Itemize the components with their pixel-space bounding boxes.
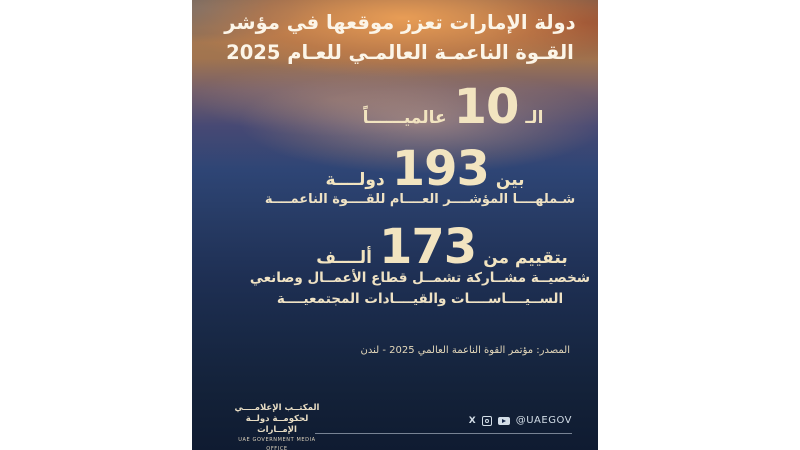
stat-global-rank: [250, 79, 598, 135]
logo-arabic-line1: المكتــب الإعلامــــي: [234, 403, 320, 413]
source-attribution: المصدر: مؤتمر القوة الناعمة العالمي 2025 - لندن: [360, 345, 570, 356]
respondents-suffix: ألــــف: [316, 248, 372, 268]
uae-government-media-office-logo: [232, 403, 322, 450]
poster-title-line2: القـوة الناعمـة العالمـي للعـام 2025: [226, 41, 574, 64]
stat-countries-subtext: شـملهــــا المؤشــــر العــــام للقــــوة الناعمــــة: [264, 192, 576, 207]
logo-english-line: UAE GOVERNMENT MEDIA OFFICE: [238, 437, 316, 450]
stat-respondents-subtext-1: شخصيــة مشــاركة تشمــل قطاع الأعمــال وصانعي: [249, 270, 591, 286]
rank-number: 10: [453, 79, 519, 135]
x-icon[interactable]: X: [468, 415, 476, 426]
stat-countries: [222, 141, 598, 197]
poster-title-line1: دولة الإمارات تعزز موقعها في مؤشر: [224, 11, 576, 34]
social-handle[interactable]: @UAEGOV: [515, 415, 572, 426]
poster-title: [197, 8, 598, 68]
stat-respondents-subtext-2: الســيــــاســــات والقيــــادات المجتمعيــــة: [276, 291, 564, 307]
countries-prefix: بين: [495, 170, 525, 190]
respondents-number: 173: [379, 219, 477, 275]
social-media-bar: [469, 415, 572, 426]
countries-suffix: دولــــة: [325, 170, 385, 190]
logo-arabic-line2: لحكومــة دولــة الإمــارات: [245, 414, 309, 435]
countries-number: 193: [391, 141, 489, 197]
infographic-poster: [192, 0, 598, 450]
footer-divider: [315, 433, 572, 434]
rank-suffix: عالميــــــاً: [362, 108, 447, 128]
instagram-icon[interactable]: [482, 416, 492, 426]
respondents-prefix: بتقييم من: [483, 248, 568, 268]
youtube-icon[interactable]: [498, 417, 510, 425]
rank-prefix: الـ: [525, 108, 544, 128]
stat-respondents: [239, 219, 598, 275]
